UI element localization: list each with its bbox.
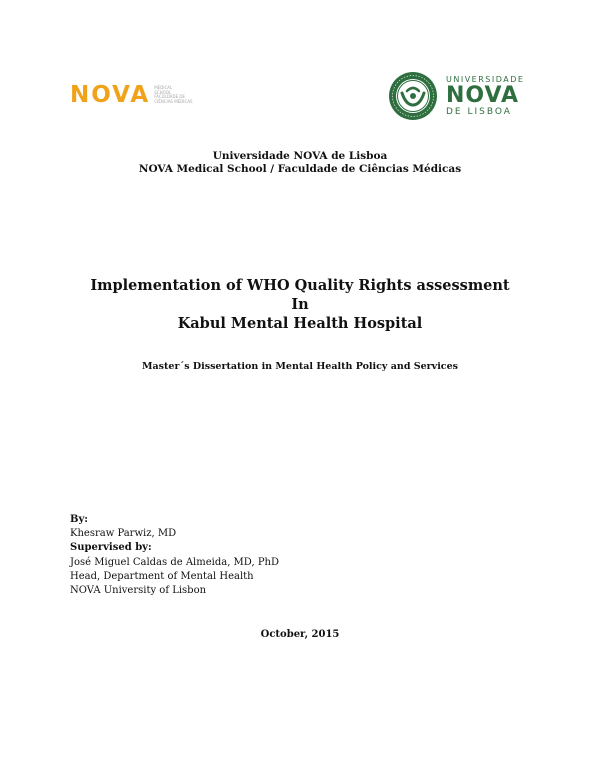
title-line-2: In xyxy=(291,296,309,313)
supervisor-role: Head, Department of Mental Health xyxy=(70,570,254,582)
nova-logo-subtext-line: MEDICAL xyxy=(154,85,173,90)
university-name-top: UNIVERSIDADE xyxy=(446,74,525,84)
university-name xyxy=(446,75,524,118)
nova-medical-school-logo xyxy=(70,80,193,110)
nova-logo-word: NOVA xyxy=(70,81,151,108)
university-name-bottom: DE LISBOA xyxy=(446,106,512,117)
nova-logo-subtext xyxy=(154,86,192,104)
submission-date: October, 2015 xyxy=(260,629,340,640)
institution-line-2: NOVA Medical School / Faculdade de Ciências Médicas xyxy=(138,163,462,175)
nova-logo-subtext-line: CIÊNCIAS MÉDICAS xyxy=(154,98,193,104)
institution-block xyxy=(0,150,600,176)
supervisor-affiliation: NOVA University of Lisbon xyxy=(70,585,207,597)
author-name: Khesraw Parwiz, MD xyxy=(70,528,177,540)
university-seal-icon xyxy=(388,71,438,121)
universidade-nova-lisboa-logo xyxy=(388,70,524,122)
by-label: By: xyxy=(70,514,88,525)
dissertation-title xyxy=(0,276,600,333)
university-name-main: NOVA xyxy=(446,82,520,108)
supervised-by-label: Supervised by: xyxy=(70,542,152,554)
supervisor-name: José Miguel Caldas de Almeida, MD, PhD xyxy=(70,556,279,568)
nova-logo-subtext-line: SCHOOL xyxy=(154,89,172,95)
author-supervisor-block xyxy=(70,513,279,598)
dissertation-subtitle: Master´s Dissertation in Mental Health Policy and Services xyxy=(142,361,458,372)
title-line-1: Implementation of WHO Quality Rights assessment xyxy=(90,277,510,294)
nova-logo-subtext-line: FACULDADE DE xyxy=(154,94,186,99)
title-line-3: Kabul Mental Health Hospital xyxy=(177,315,423,332)
institution-line-1: Universidade NOVA de Lisboa xyxy=(212,150,388,162)
